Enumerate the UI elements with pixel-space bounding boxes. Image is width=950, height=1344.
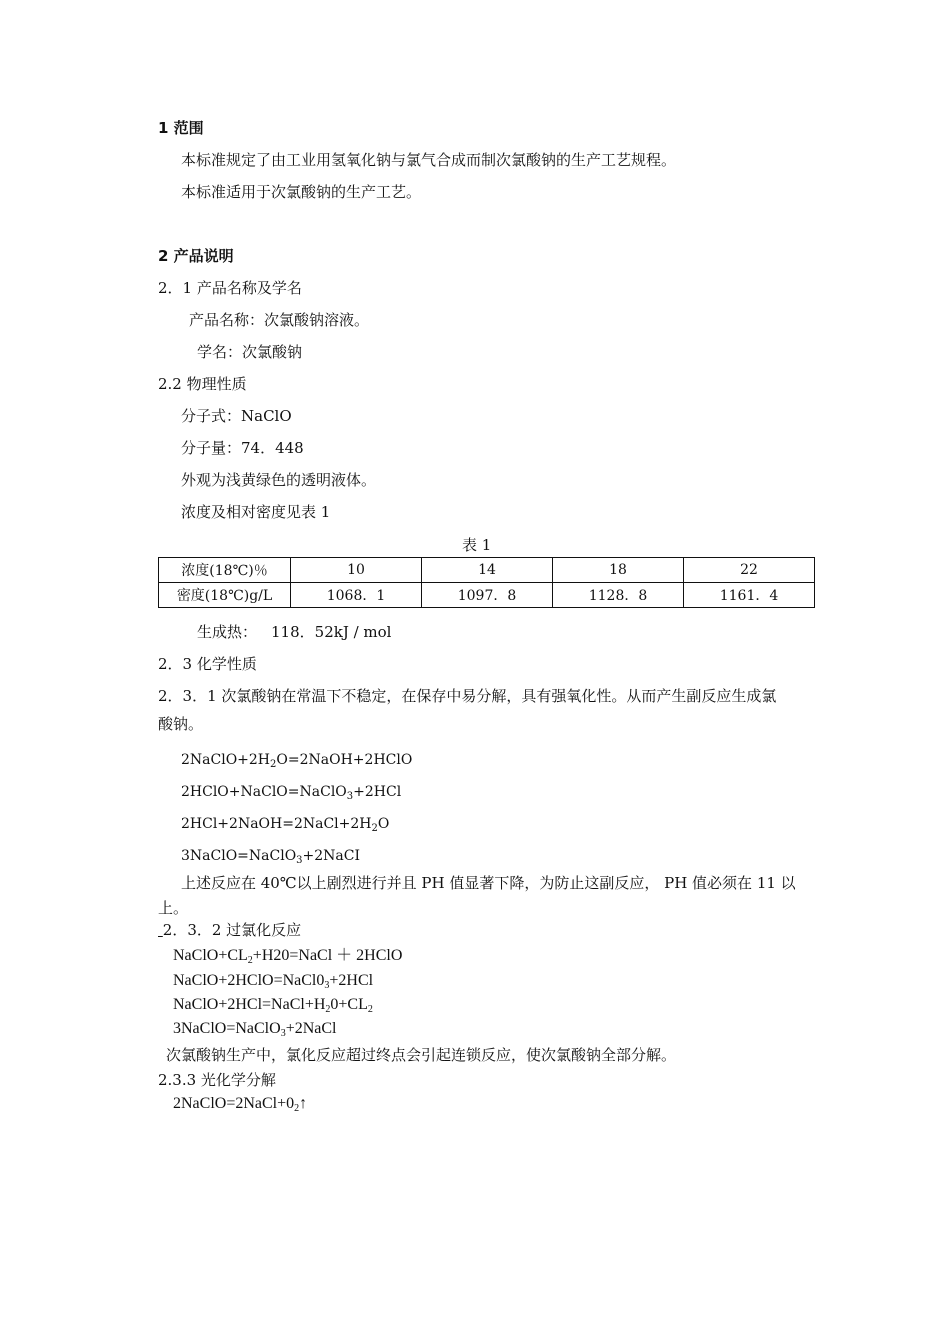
table-cell: 14 [422,558,553,583]
eq-text: O [377,816,390,832]
molecular-weight: 分子量：74．448 [181,439,304,457]
scope-paragraph-1: 本标准规定了由工业用氢氧化钠与氯气合成而制次氯酸钠的生产工艺规程。 [181,151,677,169]
table-cell: 1128．8 [553,583,684,608]
paragraph-2-3-1-cont: 酸钠。 [158,715,204,733]
table-row [159,583,815,608]
subsection-2-3-2 [158,920,301,940]
eq-subscript: 2 [371,823,378,834]
subsection-2-3-2-label: 2．3．2 过氯化反应 [162,921,302,939]
reaction-3 [173,995,373,1015]
eq-subscript: 2 [247,955,253,966]
appearance-text: 外观为浅黄绿色的透明液体。 [181,471,377,489]
density-reference: 浓度及相对密度见表 1 [181,503,331,521]
eq-text: NaClO+2HClO=NaCl0 [173,972,325,989]
section-1-heading: 1 范围 [158,119,204,137]
subsection-2-3-3: 2.3.3 光化学分解 [158,1071,276,1089]
eq-text: 3NaClO=NaClO [181,848,297,864]
reaction-1 [173,946,402,966]
eq-subscript: 2 [294,1103,300,1114]
subsection-2-1: 2．1 产品名称及学名 [158,279,302,297]
table-cell: 22 [684,558,815,583]
eq-text: +2HCl [329,972,374,989]
table-caption: 表 1 [462,536,492,554]
eq-text: 2HClO+NaClO=NaClO [181,784,347,800]
table-cell: 1068．1 [291,583,422,608]
eq-text: +2NaCl [285,1020,337,1037]
paragraph-2-3-1: 2．3．1 次氯酸钠在常温下不稳定，在保存中易分解，具有强氧化性。从而产生副反应生成氯 [158,687,777,705]
eq-text: +2NaCI [302,848,361,864]
eq-text: NaClO+2HCl=NaCl+H [173,996,326,1013]
table-cell: 1097．8 [422,583,553,608]
eq-text: 2NaClO+2H [181,752,271,768]
eq-subscript: 3 [296,855,303,866]
eq-text: O=2NaOH+2HClO [276,752,413,768]
eq-text: ↑ [299,1095,308,1112]
ph-note: 上述反应在 40℃以上剧烈进行并且 PH 值显著下降，为防止这副反应， PH 值必须在 11 以 [181,874,796,892]
photolysis-equation [173,1094,307,1114]
table-cell: 密度(18℃)g/L [159,583,291,608]
eq-text: 2NaClO=2NaCl+0 [173,1095,295,1112]
eq-text: 0+CL [330,996,368,1013]
eq-text: 2HCl+2NaOH=2NaCl+2H [181,816,372,832]
density-table [158,557,815,608]
equation-4 [181,846,360,866]
chlorination-note: 次氯酸钠生产中，氯化反应超过终点会引起连锁反应，使次氯酸钠全部分解。 [166,1046,677,1064]
eq-subscript: 3 [346,791,354,802]
eq-subscript: 2 [367,1004,373,1015]
heat-of-formation [197,622,391,642]
table-cell: 18 [553,558,684,583]
scope-paragraph-2: 本标准适用于次氯酸钠的生产工艺。 [181,183,422,201]
scientific-name: 学名：次氯酸钠 [197,343,303,361]
reaction-2 [173,971,373,991]
product-name: 产品名称：次氯酸钠溶液。 [189,311,370,329]
eq-subscript: 3 [280,1028,286,1039]
equation-2 [181,782,401,802]
eq-subscript: 3 [324,980,330,991]
eq-text: NaClO+CL [173,947,248,964]
eq-text: +H20=NaCl ＋ 2HClO [252,947,403,964]
eq-text: 3NaClO=NaClO [173,1020,281,1037]
section-2-heading: 2 产品说明 [158,247,234,265]
equation-1 [181,750,412,770]
table-cell: 10 [291,558,422,583]
subsection-2-3: 2．3 化学性质 [158,655,257,673]
heat-label: 生成热： [197,623,258,641]
eq-text: +2HCl [353,784,402,800]
eq-subscript: 2 [270,759,277,770]
molecular-formula: 分子式：NaClO [181,407,292,425]
eq-subscript: 2 [325,1004,331,1015]
reaction-4 [173,1019,336,1039]
subsection-2-2: 2.2 物理性质 [158,375,247,393]
table-cell: 1161．4 [684,583,815,608]
heat-value: 118．52kJ / mol [271,623,392,641]
equation-3 [181,814,389,834]
ph-note-cont: 上。 [158,899,189,917]
table-cell: 浓度(18℃)％ [159,558,291,583]
table-row [159,558,815,583]
